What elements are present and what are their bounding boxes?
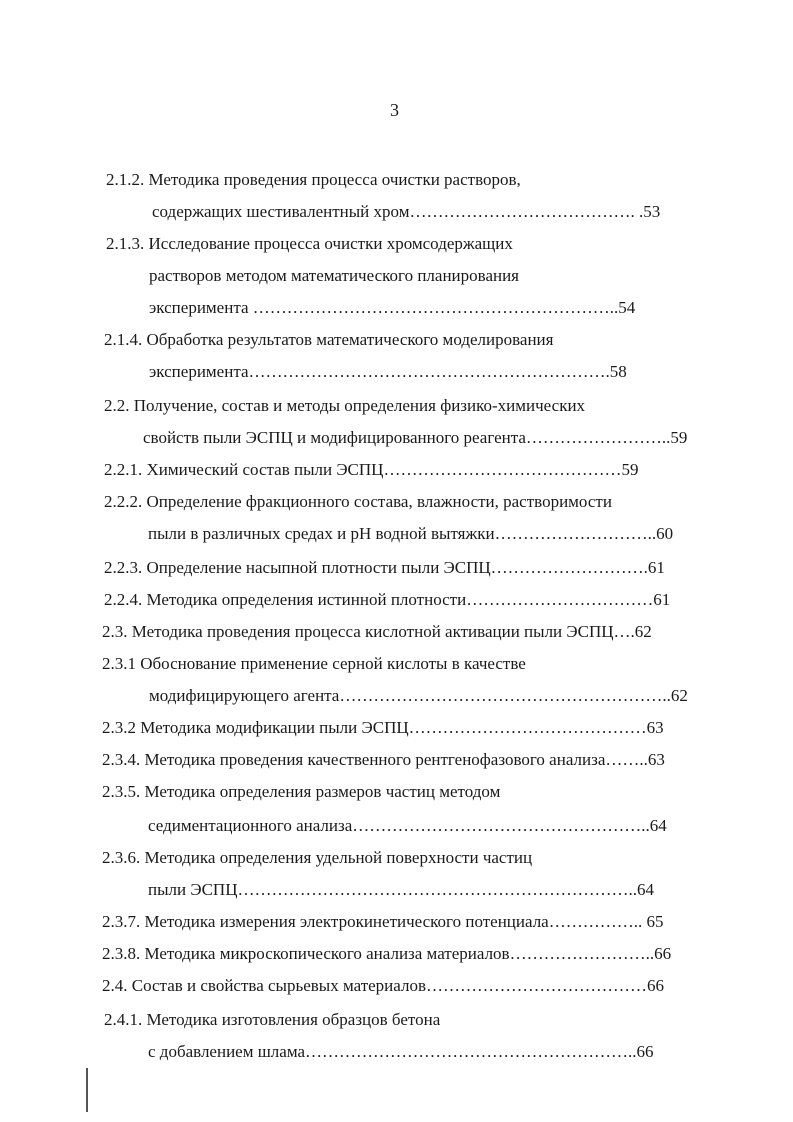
toc-line: 2.2.4. Методика определения истинной плотности……………………………61 [104, 590, 671, 609]
toc-line: содержащих шестивалентный хром…………………………………. .53 [152, 202, 661, 221]
toc-line: 2.4. Состав и свойства сырьевых материалов…………………………………66 [102, 976, 664, 995]
page-number: 3 [390, 100, 399, 120]
toc-line: растворов методом математического планирования [149, 266, 519, 285]
toc-line: 2.3.4. Методика проведения качественного рентгенофазового анализа……..63 [102, 750, 665, 769]
toc-line: седиментационного анализа……………………………………………..64 [148, 816, 667, 835]
toc-line: 2.2.2. Определение фракционного состава, влажности, растворимости [104, 492, 612, 511]
toc-line: 2.1.3. Исследование процесса очистки хромсодержащих [106, 234, 513, 253]
toc-line: 2.1.4. Обработка результатов математического моделирования [104, 330, 554, 349]
toc-line: 2.1.2. Методика проведения процесса очистки растворов, [106, 170, 521, 189]
toc-line: 2.3.2 Методика модификации пыли ЭСПЦ……………………………………63 [102, 718, 664, 737]
toc-line: 2.2.1. Химический состав пыли ЭСПЦ……………………………………59 [104, 460, 639, 479]
toc-line: 2.3.5. Методика определения размеров частиц методом [102, 782, 501, 801]
toc-line: 2.2.3. Определение насыпной плотности пыли ЭСПЦ……………………….61 [104, 558, 665, 577]
toc-line: 2.3.1 Обоснование применение серной кислоты в качестве [102, 654, 526, 673]
toc-line: пыли ЭСПЦ……………………………………………………………..64 [148, 880, 654, 899]
toc-line: 2.3.7. Методика измерения электрокинетического потенциала…………….. 65 [102, 912, 664, 931]
toc-line: модифицирующего агента…………………………………………………..62 [149, 686, 688, 705]
toc-line: 2.3.6. Методика определения удельной поверхности частиц [102, 848, 533, 867]
toc-line: эксперимента……………………………………………………….58 [149, 362, 627, 381]
toc-line: свойств пыли ЭСПЦ и модифицированного реагента……………………..59 [143, 428, 688, 447]
scan-edge-mark [86, 1068, 88, 1112]
toc-line: пыли в различных средах и pH водной вытяжки………………………..60 [148, 524, 674, 543]
toc-line: с добавлением шлама…………………………………………………..66 [148, 1042, 654, 1061]
toc-line: 2.2. Получение, состав и методы определения физико-химических [104, 396, 586, 415]
toc-line: 2.4.1. Методика изготовления образцов бетона [104, 1010, 441, 1029]
toc-line: эксперимента ………………………………………………………..54 [149, 298, 636, 317]
toc-line: 2.3. Методика проведения процесса кислотной активации пыли ЭСПЦ….62 [102, 622, 652, 641]
toc-line: 2.3.8. Методика микроскопического анализа материалов……………………..66 [102, 944, 672, 963]
